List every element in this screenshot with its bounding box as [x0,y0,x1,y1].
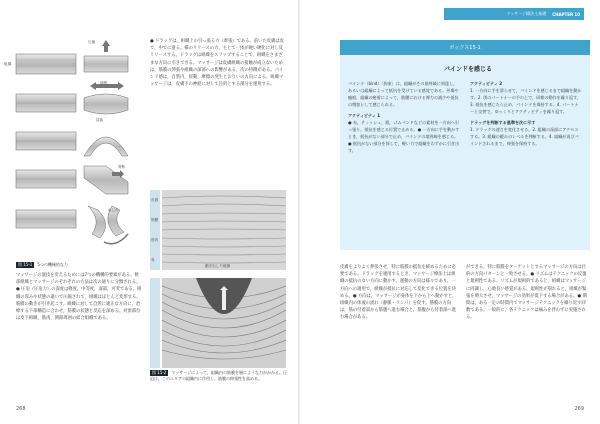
layer-label-muscle: 筋肉 [151,238,159,242]
activity2-heading: アクティビティ 2 [470,81,503,86]
figure1-caption [16,262,68,268]
figure2-top-caption: 動き出した組織 [205,264,231,268]
mechanical-forces-diagram [12,38,140,258]
box-subtitle: バインドを感じる [444,66,493,73]
tension-diagram [16,82,128,114]
layer-label-skin: 皮膚 [151,198,159,202]
activity2-steps: 1. 一方向に手を滑らせて，バインドを感じるまで組織を動かす。2. 別のパートナーの手の上で，同様の動作を繰り返す。3. 抵抗を感じたら止め，パインドを保持する。4. パートナーと交替で，ゆっくりとアクティビティを繰り返す。 [470,88,582,114]
figure2-label: 図 15-2 [152,370,167,375]
running-header [444,8,584,20]
right-body-left: 皮膚をよりよく伸張させ，特に筋膜の抵抗を緩めるために必要である。ドラッグを適用するとき，マッサージ療法士は組織の抵抗のない方向に動かす。運動の方向は様々であり，一方向への適用で，組織が抵抗に対応して変化できる位置を決める。● 方向は，マッサージが身体を下から上へ動かすと，組織内の体液の流れ（静脈・リンパ）を促す。筋膜の方向は，筋の付着部から筋腹へ進む場合と，筋腹から付着部へ進む場合がある。 [340,265,457,321]
box-left-column [348,80,460,154]
left-body-text: マッサージの演技を変えるためには7つの機構的要素がある。軟部組織とマッサージのそれぞれの方法は次の通りに分類される。● 圧迫（圧迫力）の深度は軽度，中等度，深部，可変である。組織の厚みや状態の違いで圧縮されて，組織はほとんど変形する。筋膜の動きが引き起こす。組織に対して自然に適正な方向に，治療する下部構造に合わせ，筋膜の状態と反応を深める。対象部位は皮下組織，筋肉，関節周囲の結合組織である。 [16,273,142,322]
right-page [300,0,600,424]
figure1-label: 図 15-1 [18,262,33,267]
header-title: マッサージ療法士基礎 [506,11,547,16]
activity1-heading: アクティビティ 1 [348,113,381,118]
figure1-caption-text: 5つの機械的な力 [37,262,68,267]
force-label-tension: 伸張 [100,81,108,85]
box-title: ボックス15-1 [340,40,590,55]
fascia-layers-diagram [150,190,286,368]
box-intro: バインド（bind）〔拘束〕は，組織がその最終域に到達し，あるいは組織によって抵抗を受けている感覚である。外傷や瘢痕，組織の癒着によって，筋膜における弾力の減少や抵抗の増加として感じられる。 [348,81,459,107]
force-label-shear: 剪断 [118,165,126,169]
force-label-torsion: ねじれ [108,208,119,212]
force-label-compression: 圧縮 [88,40,96,44]
force-label-bending: 屈曲 [96,118,104,122]
activity1-list: ● 布，ティッシュ，紙，ゴムバンドなどの素材を一方向へ引っ張り，抵抗を感じる位置で止める。● 一方向に手を動かすとき，抵抗がない部分で止め，バインドの境界線を感じる。● 抵抗がない部分を探して，軽い力で組織をわずかに引き出す。 [348,120,460,153]
drag-text: ● ドラッグは，組織上の引っ張る力（牽張）である。前いた皮膚は皮で，中でに滑る。様のリリースの力。主とて一体が硬い硬化に対し反リリースする。ドラッグは組織をスリップすることで，組織をさまざまな方向に引きできる。マッサージは皮膚組織の接触が成立ないためは，筋膜の伸張や組織の深部への影響がある。次の特徴がある。パインド感は，自然内，揺動，摩擦の発生とお互いの方向による。組織マッサージは，皮膚下の神経に対して目的とする部分を運用する。 [150,39,284,88]
drag-criteria-list: 1. ドラッグの速さを変化させる。2. 組織の深部にアクセスする。3. 組織の緩みのレベルを判断する。4. 組織が再びバインドされるまで，伸張を保持する。 [470,127,579,146]
right-body-right: ができる。特に筋膜をターゲットとするマッサージの方向は目的の方向パターンと一致させる。● リズムはテクニックの反復と規則性である。リズムが規則的であると，組織はマッサージに同調し，心地良い感覚がある。規則性が崩れると，組織が緊張を増大させ，マッサージの効果が低下する場合がある。● 期間は，ある一定の時間内でマッサージテクニックを繰り返す回数である。一般的に，各テクニックは痛みを伴わずに実施される。 [466,265,587,321]
left-page-number: 268 [16,406,26,412]
bending-diagram [16,132,128,156]
shear-diagram [16,166,128,194]
compression-diagram [16,40,128,74]
figure2-caption [150,370,290,382]
box-15-1 [340,40,590,250]
figure2-caption-text: マッサージによって，組織内の筋膜を層にような力がかかる。圧迫は，このエリアの組織内に作用し，筋膜の伸張性を高める。 [150,370,288,381]
tissue-label: 組織 [4,62,12,66]
header-chapter: CHAPTER 10 [552,11,580,17]
drag-criteria-heading: ドラッグを判断する基準を次に示す [470,120,536,125]
box-right-column [470,80,582,147]
layer-label-bone: 骨 [151,258,155,262]
layer-label-fascia: 筋膜 [151,218,159,222]
right-page-number: 269 [574,406,584,412]
